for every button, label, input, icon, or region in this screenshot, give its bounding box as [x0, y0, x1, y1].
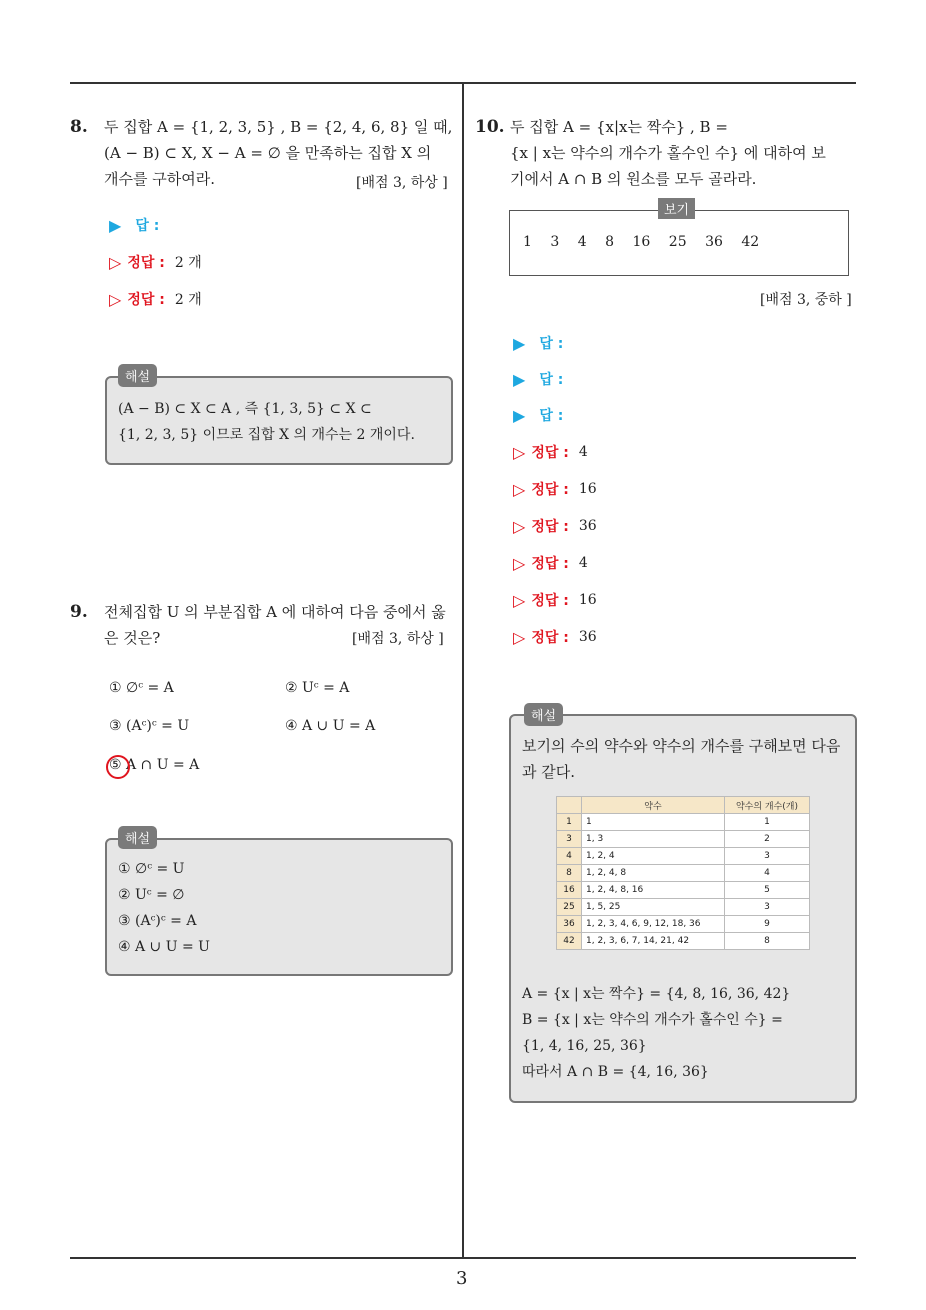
table-cell-count: 3 — [725, 899, 810, 916]
table-row — [557, 916, 810, 933]
correct-label: 정답 : — [531, 556, 569, 572]
correct-label: 정답 : — [531, 519, 569, 535]
bogi-value: 3 — [550, 234, 560, 250]
correct-value: 2 개 — [174, 292, 202, 308]
filled-triangle-icon: ▶ — [109, 215, 122, 235]
bogi-value: 25 — [668, 234, 687, 250]
bogi-value: 8 — [605, 234, 615, 250]
bottom-rule — [70, 1257, 856, 1259]
table-cell-count: 8 — [725, 933, 810, 950]
filled-triangle-icon: ▶ — [513, 369, 526, 389]
table-header-row — [557, 797, 810, 814]
open-triangle-icon: ▷ — [513, 516, 526, 536]
question-10-text — [510, 114, 860, 192]
correct-answer-line — [513, 442, 588, 462]
table-cell-divisors: 1, 2, 4 — [582, 848, 725, 865]
question-10-line: 두 집합 A = {x|x는 짝수} , B = — [510, 118, 728, 136]
table-cell-divisors: 1, 3 — [582, 831, 725, 848]
table-row — [557, 831, 810, 848]
open-triangle-icon: ▷ — [513, 627, 526, 647]
open-triangle-icon: ▷ — [513, 553, 526, 573]
correct-label: 정답 : — [531, 482, 569, 498]
filled-triangle-icon: ▶ — [513, 405, 526, 425]
table-cell-count: 4 — [725, 865, 810, 882]
table-cell-count: 1 — [725, 814, 810, 831]
question-10-grade: [배점 3, 중하 ] — [760, 292, 852, 308]
explanation-tag: 해설 — [118, 364, 157, 387]
table-row — [557, 899, 810, 916]
question-8-line: 두 집합 A = {1, 2, 3, 5} , B = {2, 4, 6, 8} 일 때, — [104, 118, 453, 136]
correct-value: 16 — [578, 592, 597, 608]
table-cell-number: 42 — [557, 933, 582, 950]
correct-value: 4 — [578, 444, 588, 460]
answer-line[interactable] — [513, 369, 563, 389]
table-cell-number: 16 — [557, 882, 582, 899]
filled-triangle-icon: ▶ — [513, 333, 526, 353]
question-10-explanation — [522, 981, 850, 1085]
answer-label: 답 : — [135, 218, 160, 234]
correct-answer-line — [513, 516, 597, 536]
correct-answer-line — [513, 479, 597, 499]
explanation-line: 보기의 수의 약수와 약수의 개수를 구해보면 다음 — [522, 737, 841, 755]
choice-5[interactable]: ⑤ A ∩ U = A — [109, 757, 200, 773]
answer-label: 답 : — [539, 372, 564, 388]
explanation-line: ① ∅ᶜ = U — [118, 861, 185, 877]
explanation-line: 따라서 A ∩ B = {4, 16, 36} — [522, 1064, 709, 1080]
correct-value: 36 — [578, 518, 597, 534]
table-row — [557, 865, 810, 882]
table-cell-number: 25 — [557, 899, 582, 916]
choice-3[interactable]: ③ (Aᶜ)ᶜ = U — [109, 718, 190, 734]
table-cell-count: 9 — [725, 916, 810, 933]
open-triangle-icon: ▷ — [109, 289, 122, 309]
question-10-explanation-intro — [522, 733, 850, 785]
table-cell-divisors: 1, 5, 25 — [582, 899, 725, 916]
explanation-line: {1, 4, 16, 25, 36} — [522, 1038, 647, 1054]
bogi-value: 4 — [577, 234, 587, 250]
table-cell-divisors: 1, 2, 3, 6, 7, 14, 21, 42 — [582, 933, 725, 950]
answer-line[interactable] — [513, 333, 563, 353]
question-8-number: 8. — [70, 117, 88, 137]
question-8-explanation — [118, 396, 443, 448]
question-10-line: 기에서 A ∩ B 의 원소를 모두 골라라. — [510, 170, 757, 188]
correct-value: 4 — [578, 555, 588, 571]
explanation-line: ② Uᶜ = ∅ — [118, 887, 185, 903]
question-10-line: {x | x는 약수의 개수가 홀수인 수} 에 대하여 보 — [510, 144, 826, 162]
question-9-number: 9. — [70, 602, 88, 622]
correct-answer-line — [513, 590, 597, 610]
correct-answer-line — [109, 252, 202, 272]
answer-circle-mark — [106, 755, 130, 779]
table-row — [557, 933, 810, 950]
open-triangle-icon: ▷ — [513, 590, 526, 610]
column-divider — [462, 82, 464, 1258]
question-8-line: (A − B) ⊂ X, X − A = ∅ 을 만족하는 집합 X 의 — [104, 144, 432, 162]
choice-1[interactable]: ① ∅ᶜ = A — [109, 680, 174, 696]
table-header-cell: 약수의 개수(개) — [725, 797, 810, 814]
correct-answer-line — [109, 289, 202, 309]
explanation-line: 과 같다. — [522, 763, 576, 781]
table-cell-count: 2 — [725, 831, 810, 848]
choice-2[interactable]: ② Uᶜ = A — [285, 680, 350, 696]
question-9-grade: [배점 3, 하상 ] — [352, 631, 444, 647]
explanation-tag: 해설 — [118, 826, 157, 849]
open-triangle-icon: ▷ — [109, 252, 122, 272]
correct-label: 정답 : — [531, 593, 569, 609]
table-cell-number: 36 — [557, 916, 582, 933]
bogi-value: 16 — [632, 234, 651, 250]
explanation-tag: 해설 — [524, 703, 563, 726]
table-cell-divisors: 1, 2, 4, 8, 16 — [582, 882, 725, 899]
question-10-number: 10. — [475, 117, 505, 137]
choice-4[interactable]: ④ A ∪ U = A — [285, 718, 376, 734]
open-triangle-icon: ▷ — [513, 442, 526, 462]
question-9-line: 전체집합 U 의 부분집합 A 에 대하여 다음 중에서 옳 — [104, 603, 446, 621]
answer-line[interactable] — [513, 405, 563, 425]
answer-line[interactable] — [109, 215, 159, 235]
bogi-values — [523, 234, 773, 250]
correct-answer-line — [513, 553, 588, 573]
table-cell-count: 5 — [725, 882, 810, 899]
bogi-value: 1 — [523, 234, 532, 250]
correct-value: 36 — [578, 629, 597, 645]
divisor-table — [556, 796, 810, 950]
explanation-line: (A − B) ⊂ X ⊂ A , 즉 {1, 3, 5} ⊂ X ⊂ — [118, 401, 372, 417]
correct-answer-line — [513, 627, 597, 647]
question-8-grade: [배점 3, 하상 ] — [356, 175, 448, 191]
table-cell-number: 3 — [557, 831, 582, 848]
table-header-cell — [557, 797, 582, 814]
explanation-line: B = {x | x는 약수의 개수가 홀수인 수} = — [522, 1012, 783, 1028]
answer-label: 답 : — [539, 408, 564, 424]
correct-label: 정답 : — [127, 255, 165, 271]
correct-label: 정답 : — [531, 445, 569, 461]
explanation-line: ④ A ∪ U = U — [118, 939, 210, 955]
answer-label: 답 : — [539, 336, 564, 352]
question-8-line: 개수를 구하여라. — [104, 170, 215, 188]
table-cell-divisors: 1, 2, 4, 8 — [582, 865, 725, 882]
bogi-value: 42 — [741, 234, 760, 250]
correct-label: 정답 : — [127, 292, 165, 308]
explanation-line: A = {x | x는 짝수} = {4, 8, 16, 36, 42} — [522, 986, 791, 1002]
table-cell-divisors: 1 — [582, 814, 725, 831]
bogi-tag: 보기 — [658, 198, 695, 219]
table-cell-number: 8 — [557, 865, 582, 882]
question-9-explanation — [118, 856, 443, 960]
bogi-value: 36 — [705, 234, 723, 250]
table-cell-number: 4 — [557, 848, 582, 865]
table-row — [557, 814, 810, 831]
page-number: 3 — [456, 1268, 468, 1289]
correct-value: 2 개 — [174, 255, 202, 271]
table-cell-number: 1 — [557, 814, 582, 831]
correct-value: 16 — [578, 481, 597, 497]
table-cell-divisors: 1, 2, 3, 4, 6, 9, 12, 18, 36 — [582, 916, 725, 933]
question-9-line: 은 것은? — [104, 629, 161, 647]
table-row — [557, 848, 810, 865]
table-row — [557, 882, 810, 899]
correct-label: 정답 : — [531, 630, 569, 646]
open-triangle-icon: ▷ — [513, 479, 526, 499]
table-cell-count: 3 — [725, 848, 810, 865]
explanation-line: ③ (Aᶜ)ᶜ = A — [118, 913, 197, 929]
table-header-cell: 약수 — [582, 797, 725, 814]
explanation-line: {1, 2, 3, 5} 이므로 집합 X 의 개수는 2 개이다. — [118, 427, 415, 443]
